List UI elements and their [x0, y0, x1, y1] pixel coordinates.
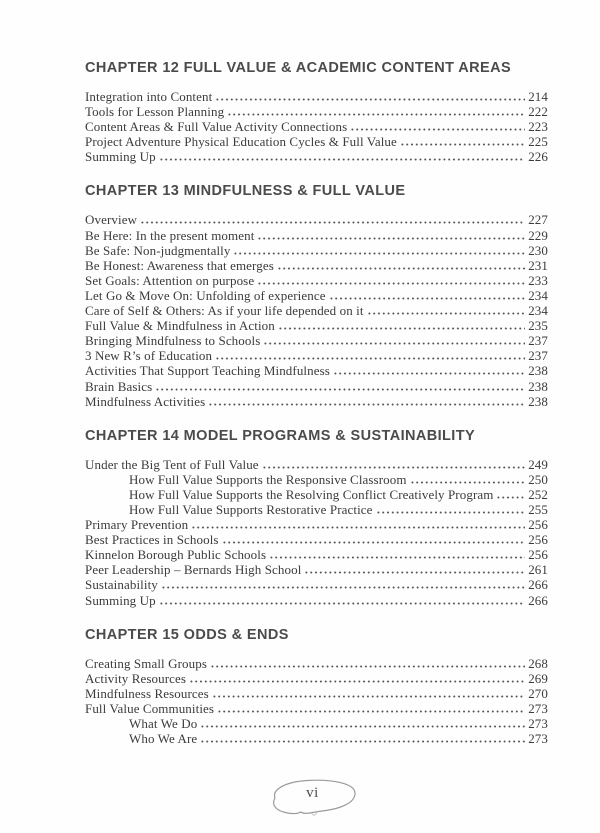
toc-entry-list [85, 457, 548, 608]
toc-entry [85, 593, 548, 608]
toc-entry-label: Bringing Mindfulness to Schools [85, 333, 261, 349]
toc-entry [85, 149, 548, 164]
toc-entry-page-number: 273 [528, 731, 548, 747]
toc-entry [85, 134, 548, 149]
toc-entry-label: Creating Small Groups [85, 655, 207, 671]
toc-entry [85, 671, 548, 686]
toc-entry-page-number: 249 [528, 456, 548, 472]
toc-section [85, 627, 548, 747]
toc-entry-label: Summing Up [85, 149, 156, 165]
toc-section [85, 428, 548, 608]
toc-entry [85, 363, 548, 378]
toc-entry [85, 547, 548, 562]
toc-entry [85, 89, 548, 104]
toc-entry-page-number: 256 [528, 532, 548, 548]
toc-entry [85, 273, 548, 288]
toc-entry-label: Mindfulness Activities [85, 393, 206, 409]
dot-leader [200, 734, 525, 743]
toc-entry [85, 517, 548, 532]
toc-entry-label: Under the Big Tent of Full Value [85, 456, 259, 472]
toc-entry-label: Full Value Communities [85, 700, 215, 716]
toc-entry-page-number: 256 [528, 547, 548, 563]
dot-leader [410, 475, 526, 484]
dot-leader [367, 306, 526, 315]
toc-entry-label: Be Honest: Awareness that emerges [85, 257, 274, 273]
toc-entry-label: Peer Leadership – Bernards High School [85, 562, 302, 578]
dot-leader [257, 276, 525, 285]
toc-entry [85, 457, 548, 472]
dot-leader [210, 659, 525, 668]
toc-entry [85, 318, 548, 333]
toc-entry-page-number: 214 [528, 89, 548, 104]
chapter-heading: CHAPTER 12 FULL VALUE & ACADEMIC CONTENT AREAS [85, 60, 512, 76]
toc-entry-label: Activities That Support Teaching Mindfulness [85, 363, 330, 379]
toc-entry-label: Content Areas & Full Value Activity Connections [85, 119, 348, 135]
dot-leader [208, 397, 525, 406]
toc-entry [85, 258, 548, 273]
toc-entry-page-number: 250 [528, 471, 548, 487]
toc-entry-label: How Full Value Supports the Responsive Classroom [129, 471, 407, 487]
toc-entry-page-number: 273 [528, 700, 548, 716]
dot-leader [217, 704, 525, 713]
dot-leader [333, 366, 525, 375]
dot-leader [329, 291, 526, 300]
page-footer [0, 773, 600, 817]
chapter-heading: CHAPTER 13 MINDFULNESS & FULL VALUE [85, 183, 406, 200]
toc-entry-label: Be Safe: Non-judgmentally [85, 242, 231, 258]
toc-entry-page-number: 237 [528, 333, 548, 349]
toc-entry-page-number: 223 [528, 119, 548, 135]
dot-leader [263, 336, 525, 345]
toc-entry-page-number: 238 [528, 378, 548, 394]
toc-entry-page-number: 234 [528, 287, 548, 303]
page-number-marker [259, 773, 369, 817]
toc-entry [85, 379, 548, 394]
dot-leader [222, 535, 526, 544]
toc-entry-page-number: 222 [528, 104, 548, 120]
toc-entry [85, 701, 548, 716]
toc-entry-list [85, 656, 548, 747]
toc-entry [85, 532, 548, 547]
dot-leader [227, 107, 525, 116]
dot-leader [200, 719, 525, 728]
toc-entry [85, 303, 548, 318]
toc-entry-label: Tools for Lesson Planning [85, 104, 225, 120]
toc-entry-label: Sustainability [85, 577, 158, 593]
toc-entry-page-number: 237 [528, 348, 548, 364]
toc-entry-label: Full Value & Mindfulness in Action [85, 318, 275, 334]
toc-entry-label: How Full Value Supports the Resolving Conflict Creatively Program [129, 486, 494, 502]
toc-entry [85, 487, 548, 502]
dot-leader [189, 674, 525, 683]
toc-entry-label: Brain Basics [85, 378, 153, 394]
toc-entry-page-number: 269 [528, 670, 548, 686]
toc-entry-label: What We Do [129, 716, 198, 731]
toc-entry [85, 562, 548, 577]
toc-entry-label: Primary Prevention [85, 517, 189, 533]
toc-entry [85, 288, 548, 303]
toc-entry-page-number: 227 [528, 212, 548, 228]
toc-entry [85, 348, 548, 363]
dot-leader [257, 231, 525, 240]
dot-leader [278, 321, 525, 330]
dot-leader [304, 565, 525, 574]
toc-entry-label: Set Goals: Attention on purpose [85, 272, 255, 288]
toc-entry-page-number: 238 [528, 363, 548, 379]
dot-leader [215, 351, 525, 360]
toc-entry [85, 502, 548, 517]
toc-entry-page-number: 256 [528, 517, 548, 533]
toc-entry [85, 212, 548, 227]
toc-entry [85, 228, 548, 243]
toc-entry-label: Summing Up [85, 592, 156, 608]
toc-entry [85, 119, 548, 134]
toc-entry-label: Be Here: In the present moment [85, 227, 255, 243]
dot-leader [233, 246, 525, 255]
toc-entry-list [85, 89, 548, 164]
toc-entry-label: Who We Are [129, 731, 198, 747]
dot-leader [159, 152, 525, 161]
page-number: vi [306, 785, 319, 802]
table-of-contents [85, 60, 548, 765]
toc-entry-label: Let Go & Move On: Unfolding of experience [85, 287, 326, 303]
toc-entry [85, 716, 548, 731]
toc-entry-page-number: 231 [528, 257, 548, 273]
toc-entry-label: How Full Value Supports Restorative Practice [129, 501, 373, 517]
toc-entry-page-number: 233 [528, 272, 548, 288]
dot-leader [155, 382, 525, 391]
dot-leader [159, 596, 525, 605]
chapter-heading: CHAPTER 15 ODDS & ENDS [85, 626, 289, 643]
toc-entry-label: Mindfulness Resources [85, 685, 209, 701]
toc-entry [85, 577, 548, 592]
toc-entry [85, 394, 548, 409]
dot-leader [262, 460, 526, 469]
toc-entry-label: Best Practices in Schools [85, 532, 219, 548]
toc-section [85, 60, 548, 164]
dot-leader [191, 520, 525, 529]
toc-entry-page-number: 234 [528, 303, 548, 319]
toc-entry-page-number: 252 [528, 486, 548, 502]
dot-leader [269, 550, 525, 559]
toc-entry-page-number: 266 [528, 592, 548, 608]
toc-entry-page-number: 238 [528, 393, 548, 409]
toc-entry-page-number: 266 [528, 577, 548, 593]
toc-entry [85, 472, 548, 487]
toc-entry-page-number: 273 [528, 716, 548, 731]
dot-leader [140, 215, 525, 224]
toc-entry-page-number: 230 [528, 242, 548, 258]
toc-entry-label: Activity Resources [85, 670, 187, 686]
toc-entry-page-number: 226 [528, 149, 548, 165]
toc-entry-page-number: 255 [528, 501, 548, 517]
dot-leader [376, 505, 526, 514]
toc-entry [85, 104, 548, 119]
toc-entry [85, 243, 548, 258]
toc-entry-label: Kinnelon Borough Public Schools [85, 547, 267, 563]
toc-section [85, 183, 548, 408]
dot-leader [496, 490, 525, 499]
dot-leader [161, 580, 525, 589]
dot-leader [277, 261, 525, 270]
toc-entry [85, 656, 548, 671]
toc-entry-label: Project Adventure Physical Education Cycles & Full Value [85, 134, 397, 150]
toc-entry [85, 686, 548, 701]
dot-leader [350, 122, 525, 131]
chapter-heading: CHAPTER 14 MODEL PROGRAMS & SUSTAINABILITY [85, 427, 476, 444]
toc-entry-label: Care of Self & Others: As if your life depended on it [85, 303, 364, 319]
toc-entry [85, 731, 548, 746]
toc-entry-page-number: 229 [528, 227, 548, 243]
toc-entry [85, 333, 548, 348]
toc-entry-label: 3 New R’s of Education [85, 348, 213, 364]
toc-entry-page-number: 270 [528, 685, 548, 701]
dot-leader [400, 137, 525, 146]
dot-leader [212, 689, 525, 698]
toc-entry-page-number: 225 [528, 134, 548, 150]
toc-entry-label: Integration into Content [85, 89, 213, 104]
toc-entry-list [85, 212, 548, 408]
toc-entry-page-number: 235 [528, 318, 548, 334]
toc-entry-page-number: 261 [528, 562, 548, 578]
dot-leader [215, 92, 525, 101]
toc-entry-label: Overview [85, 212, 138, 228]
toc-entry-page-number: 268 [528, 655, 548, 671]
